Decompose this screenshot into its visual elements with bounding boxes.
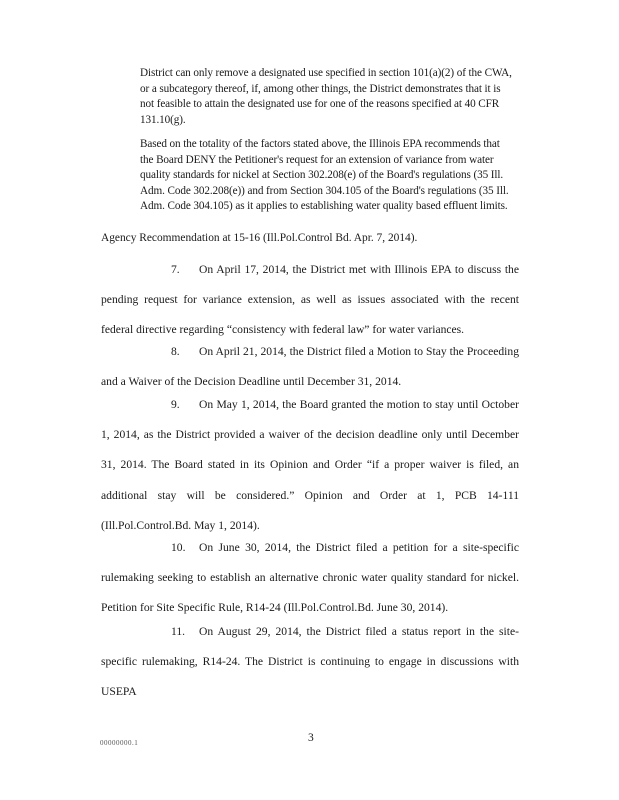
numbered-paragraph-10: 10. On June 30, 2014, the District filed a petition for a site-specific rulemaking seeking to establish an alternative chronic water quality standard for nickel. Petition for Site Specific Rule, R14-24 (Ill.Pol.Control.Bd. June 30, 2014). <box>101 541 519 615</box>
block-quote-paragraph-1: District can only remove a designated use specified in section 101(a)(2) of the CWA, or a subcategory thereof, if, among other things, the District demonstrates that it is not feasible to attain the designated use for one of the reasons specified at 40 CFR 131.10(g). <box>140 67 512 126</box>
paragraph-text: On April 17, 2014, the District met with Illinois EPA to discuss the pending request for variance extension, as well as issues associated with the recent federal directive regarding “consistency with federal law” for water variances. <box>101 263 519 337</box>
paragraph-text: On June 30, 2014, the District filed a petition for a site-specific rulemaking seeking to establish an alternative chronic water quality standard for nickel. Petition for Site Specific Rule, R14-24 (Ill.Pol.Control.Bd. June 30, 2014). <box>101 541 519 615</box>
paragraph-text: On April 21, 2014, the District filed a Motion to Stay the Proceeding and a Waiver of the Decision Deadline until December 31, 2014. <box>101 345 519 389</box>
numbered-paragraph-7: 7. On April 17, 2014, the District met with Illinois EPA to discuss the pending request for variance extension, as well as issues associated with the recent federal directive regarding “consistency with federal law” for water variances. <box>101 263 519 337</box>
document-id-footer: 00000000.1 <box>100 739 139 747</box>
numbered-paragraph-9: 9. On May 1, 2014, the Board granted the motion to stay until October 1, 2014, as the District provided a waiver of the decision deadline only until December 31, 2014. The Board stated in its Opinion and Order “if a proper waiver is filed, an additional stay will be considered.” Opinion and Order at 1, PCB 14-111 (Ill.Pol.Control.Bd. May 1, 2014). <box>101 398 519 532</box>
block-quote-paragraph-2: Based on the totality of the factors stated above, the Illinois EPA recommends that the Board DENY the Petitioner's request for an extension of variance from water quality standards for nickel at Section 302.208(e) of the Board's regulations (35 Ill. Adm. Code 302.208(e)) and from Section 304.105 of the Board's regulations (35 Ill. Adm. Code 304.105) as it applies to establishing water quality based effluent limits. <box>140 138 509 212</box>
numbered-paragraph-11: 11. On August 29, 2014, the District filed a status report in the site-specific rulemaking, R14-24. The District is continuing to engage in discussions with USEPA <box>101 625 519 699</box>
quote-citation: Agency Recommendation at 15-16 (Ill.Pol.Control Bd. Apr. 7, 2014). <box>101 232 418 244</box>
paragraph-text: On August 29, 2014, the District filed a status report in the site-specific rulemaking, R14-24. The District is continuing to engage in discussions with USEPA <box>101 625 519 699</box>
paragraph-text: On May 1, 2014, the Board granted the motion to stay until October 1, 2014, as the District provided a waiver of the decision deadline only until December 31, 2014. The Board stated in its Opinion and Order “if a proper waiver is filed, an additional stay will be considered.” Opinion and Order at 1, PCB 14-111 (Ill.Pol.Control.Bd. May 1, 2014). <box>101 398 519 532</box>
numbered-paragraph-8: 8. On April 21, 2014, the District filed a Motion to Stay the Proceeding and a Waiver of the Decision Deadline until December 31, 2014. <box>101 345 519 389</box>
page-number: 3 <box>308 732 314 744</box>
